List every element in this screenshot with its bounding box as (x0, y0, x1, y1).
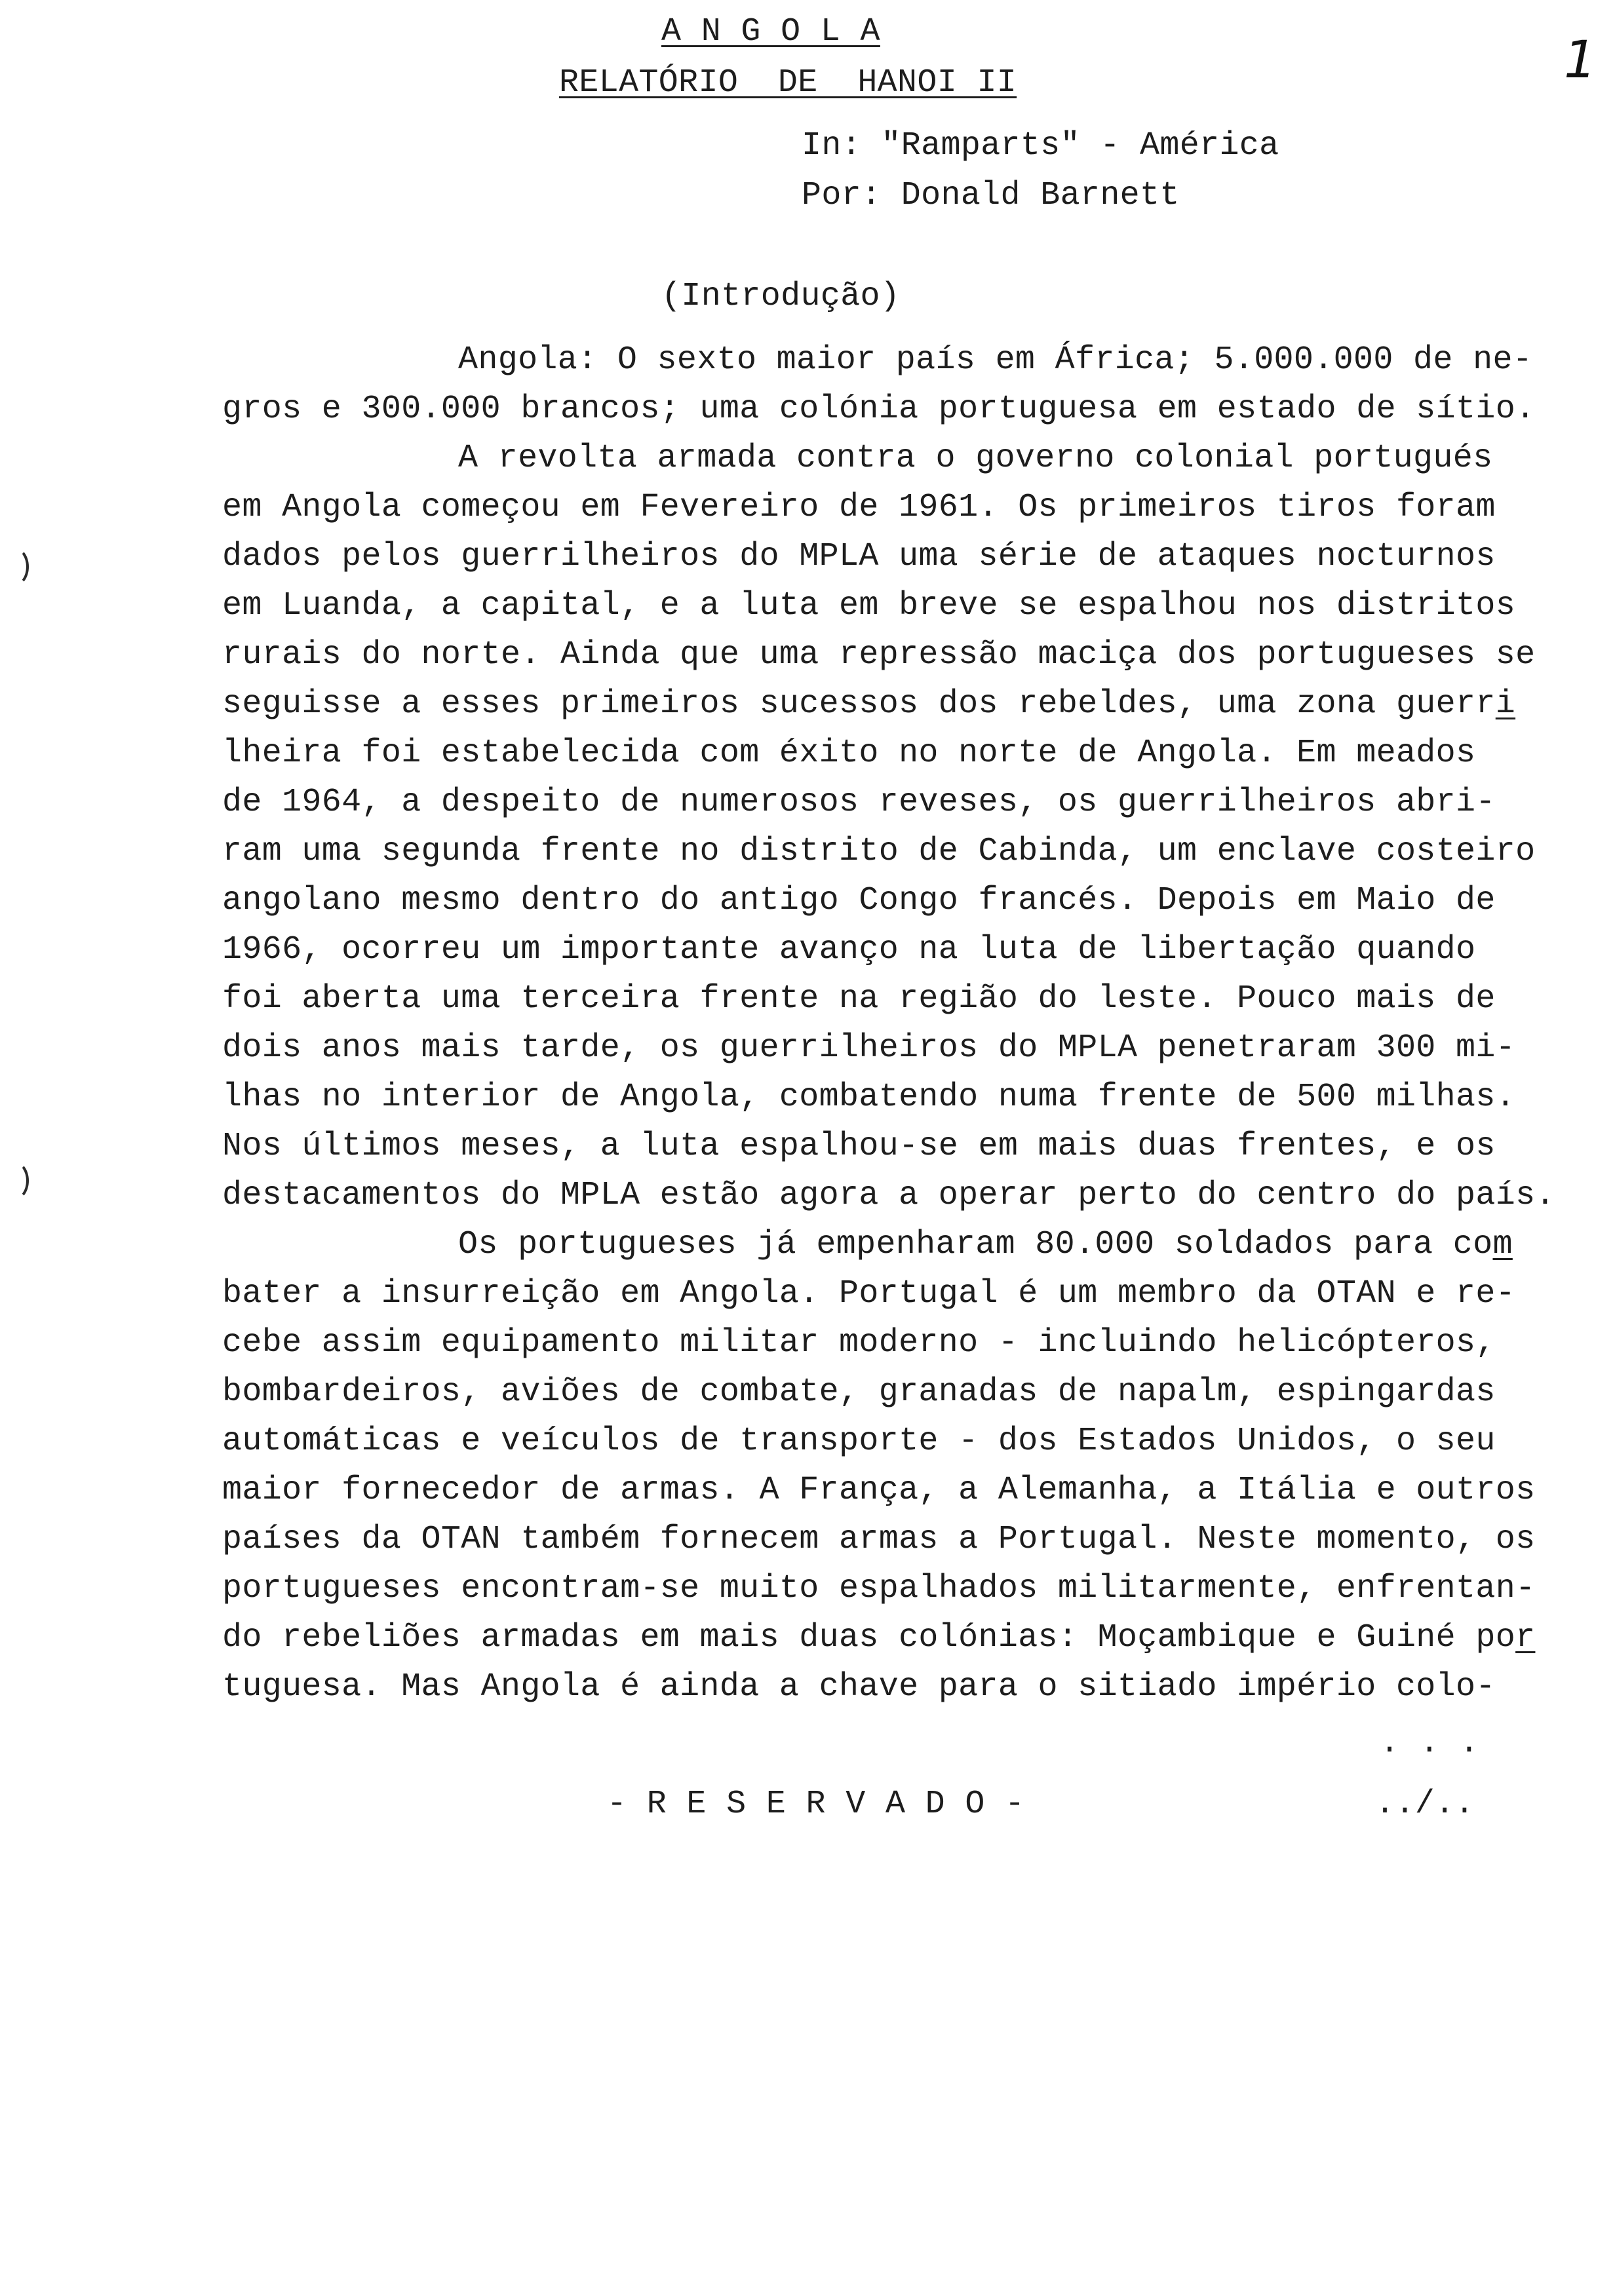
body-line-text: Angola: O sexto maior país em África; 5.000.000 de ne- (458, 341, 1533, 379)
body-line (222, 1073, 1599, 1122)
punch-hole-mark (0, 1161, 29, 1200)
body-line-text: bater a insurreição em Angola. Portugal é um membro da OTAN e re- (222, 1275, 1516, 1312)
body-line (222, 1318, 1599, 1368)
body-line (222, 778, 1599, 827)
body-line (222, 679, 1599, 729)
body-line (222, 1122, 1599, 1171)
body-line (222, 1220, 1599, 1269)
hyphenation-underline: m (1492, 1226, 1513, 1263)
body-line-text: gros e 300.000 brancos; uma colónia portuguesa em estado de sítio. (222, 391, 1536, 428)
body-line-text: rurais do norte. Ainda que uma repressão maciça dos portugueses se (222, 636, 1536, 674)
body-line (222, 1662, 1599, 1712)
body-line (222, 1024, 1599, 1073)
body-line-text: 1966, ocorreu um importante avanço na luta de libertação quando (222, 931, 1476, 968)
body-line-text: em Luanda, a capital, e a luta em breve se espalhou nos distritos (222, 587, 1516, 624)
body-line (222, 1515, 1599, 1564)
body-line-text: angolano mesmo dentro do antigo Congo francés. Depois em Maio de (222, 882, 1496, 919)
body-line-text: de 1964, a despeito de numerosos reveses, os guerrilheiros abri- (222, 784, 1496, 821)
body-line-text: seguisse a esses primeiros sucessos dos rebeldes, uma zona guerr (222, 685, 1496, 723)
punch-hole-mark (0, 547, 29, 586)
body-line-text: bombardeiros, aviões de combate, granadas de napalm, espingardas (222, 1373, 1496, 1411)
body-line (222, 1171, 1599, 1220)
body-line-text: destacamentos do MPLA estão agora a operar perto do centro do país. (222, 1177, 1555, 1214)
body-line (222, 630, 1599, 679)
body-line (222, 827, 1599, 876)
body-line (222, 974, 1599, 1024)
body-line-text: ram uma segunda frente no distrito de Cabinda, um enclave costeiro (222, 833, 1536, 870)
body-line (222, 1368, 1599, 1417)
classification-footer: - R E S E R V A D O - (607, 1786, 1025, 1823)
author-line: Por: Donald Barnett (802, 177, 1180, 214)
document-title: A N G O L A (661, 13, 880, 50)
body-line-text: Nos últimos meses, a luta espalhou-se em mais duas frentes, e os (222, 1128, 1496, 1165)
body-line-text: do rebeliões armadas em mais duas colónias: Moçambique e Guiné po (222, 1619, 1516, 1656)
body-line-text: dois anos mais tarde, os guerrilheiros do MPLA penetraram 300 mi- (222, 1029, 1516, 1067)
body-line (222, 1466, 1599, 1515)
body-line (222, 1417, 1599, 1466)
body-line (222, 925, 1599, 974)
body-line (222, 483, 1599, 532)
body-line (222, 729, 1599, 778)
document-subtitle: RELATÓRIO DE HANOI II (559, 64, 1017, 102)
body-line-text: A revolta armada contra o governo colonial portugués (458, 440, 1493, 477)
hyphenation-underline: r (1515, 1619, 1536, 1656)
continuation-mark: ../.. (1375, 1786, 1475, 1823)
hyphenation-underline: i (1495, 685, 1516, 723)
page-number-handwritten: 1 (1564, 31, 1597, 90)
body-line-text: Os portugueses já empenharam 80.000 soldados para co (458, 1226, 1493, 1263)
body-line (222, 1564, 1599, 1613)
body-line-text: automáticas e veículos de transporte - dos Estados Unidos, o seu (222, 1423, 1496, 1460)
body-line-text: tuguesa. Mas Angola é ainda a chave para o sitiado império colo- (222, 1668, 1496, 1706)
body-line-text: foi aberta uma terceira frente na região do leste. Pouco mais de (222, 980, 1496, 1018)
body-line-text: lhas no interior de Angola, combatendo numa frente de 500 milhas. (222, 1079, 1516, 1116)
body-line-text: em Angola começou em Fevereiro de 1961. Os primeiros tiros foram (222, 489, 1496, 526)
body-text (222, 335, 1599, 1712)
body-line (222, 434, 1599, 483)
body-line-text: cebe assim equipamento militar moderno - incluindo helicópteros, (222, 1324, 1496, 1362)
source-line: In: "Ramparts" - América (802, 127, 1279, 164)
body-line-text: maior fornecedor de armas. A França, a Alemanha, a Itália e outros (222, 1472, 1536, 1509)
body-line (222, 385, 1599, 434)
body-line (222, 876, 1599, 925)
body-line (222, 532, 1599, 581)
body-line-text: portugueses encontram-se muito espalhados militarmente, enfrentan- (222, 1570, 1536, 1607)
body-line-text: lheira foi estabelecida com éxito no norte de Angola. Em meados (222, 735, 1476, 772)
body-line (222, 1613, 1599, 1662)
continuation-dots: . . . (1380, 1725, 1479, 1762)
body-line (222, 335, 1599, 385)
body-line (222, 581, 1599, 630)
body-line (222, 1269, 1599, 1318)
body-line-text: países da OTAN também fornecem armas a Portugal. Neste momento, os (222, 1521, 1536, 1558)
section-heading: (Introdução) (661, 278, 901, 315)
body-line-text: dados pelos guerrilheiros do MPLA uma série de ataques nocturnos (222, 538, 1496, 575)
